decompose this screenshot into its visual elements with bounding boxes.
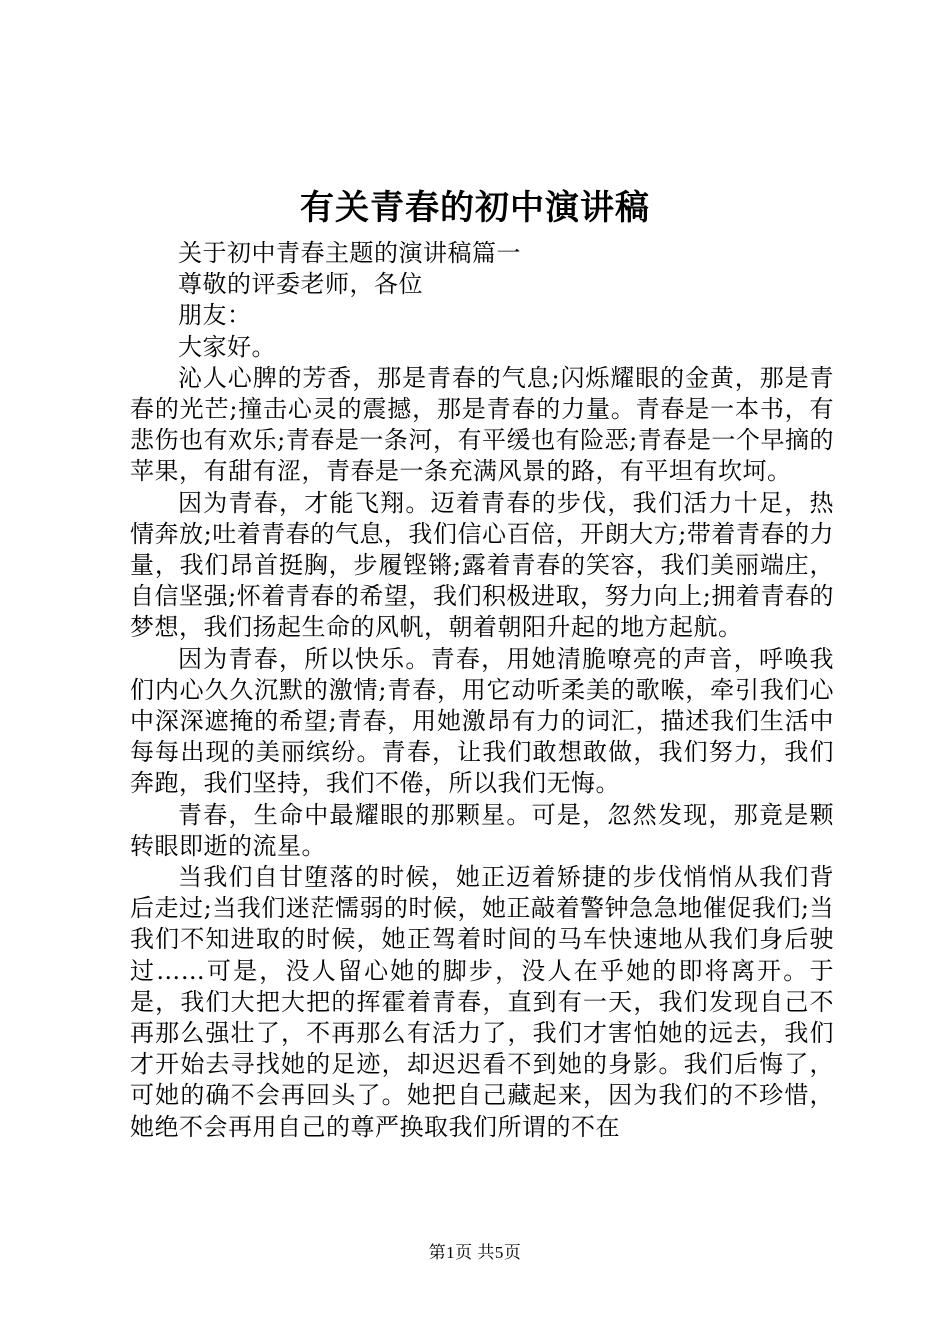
paragraph: 沁人心脾的芳香，那是青春的气息;闪烁耀眼的金黄，那是青春的光芒;撞击心灵的震撼，那是青春的力量。青春是一本书，有悲伤也有欢乐;青春是一条河，有平缓也有险恶;青春是一个早摘的苹果，有甜有涩，青春是一条充满风景的路，有平坦有坎坷。 <box>130 363 834 486</box>
paragraph: 因为青春，才能飞翔。迈着青春的步伐，我们活力十足，热情奔放;吐着青春的气息，我们信心百倍，开朗大方;带着青春的力量，我们昂首挺胸，步履铿锵;露着青春的笑容，我们美丽端庄，自信坚强;怀着青春的希望，我们积极进取，努力向上;拥着青春的梦想，我们扬起生命的风帆，朝着朝阳升起的地方起航。 <box>130 488 834 642</box>
document-body <box>130 238 834 1143</box>
paragraph-salutation: 尊敬的评委老师，各位 <box>178 270 423 299</box>
paragraph: 因为青春，所以快乐。青春，用她清脆嘹亮的声音，呼唤我们内心久久沉默的激情;青春，用它动听柔美的歌喉，牵引我们心中深深遮掩的希望;青春，用她激昂有力的词汇，描述我们生活中每每出现的美丽缤纷。青春，让我们敢想敢做，我们努力，我们奔跑，我们坚持，我们不倦，所以我们无悔。 <box>130 644 834 798</box>
paragraph-heading: 关于初中青春主题的演讲稿篇一 <box>178 239 521 267</box>
paragraph-salutation-cont: 朋友： <box>178 301 252 330</box>
document-title: 有关青春的初中演讲稿 <box>300 188 650 228</box>
page-number-footer: 第1页 共5页 <box>428 1243 522 1262</box>
paragraph: 当我们自甘堕落的时候，她正迈着矫捷的步伐悄悄从我们背后走过;当我们迷茫懦弱的时候，她正敲着警钟急急地催促我们;当我们不知进取的时候，她正驾着时间的马车快速地从我们身后驶过……可是，没人留心她的脚步，没人在乎她的即将离开。于是，我们大把大把的挥霍着青春，直到有一天，我们发现自己不再那么强壮了，不再那么有活力了，我们才害怕她的远去，我们才开始去寻找她的足迹，却迟迟看不到她的身影。我们后悔了，可她的确不会再回头了。她把自己藏起来，因为我们的不珍惜，她绝不会再用自己的尊严换取我们所谓的不在 <box>130 863 834 1141</box>
paragraph: 青春，生命中最耀眼的那颗星。可是，忽然发现，那竟是颗转眼即逝的流星。 <box>130 800 834 860</box>
paragraph-greeting: 大家好。 <box>178 332 276 361</box>
